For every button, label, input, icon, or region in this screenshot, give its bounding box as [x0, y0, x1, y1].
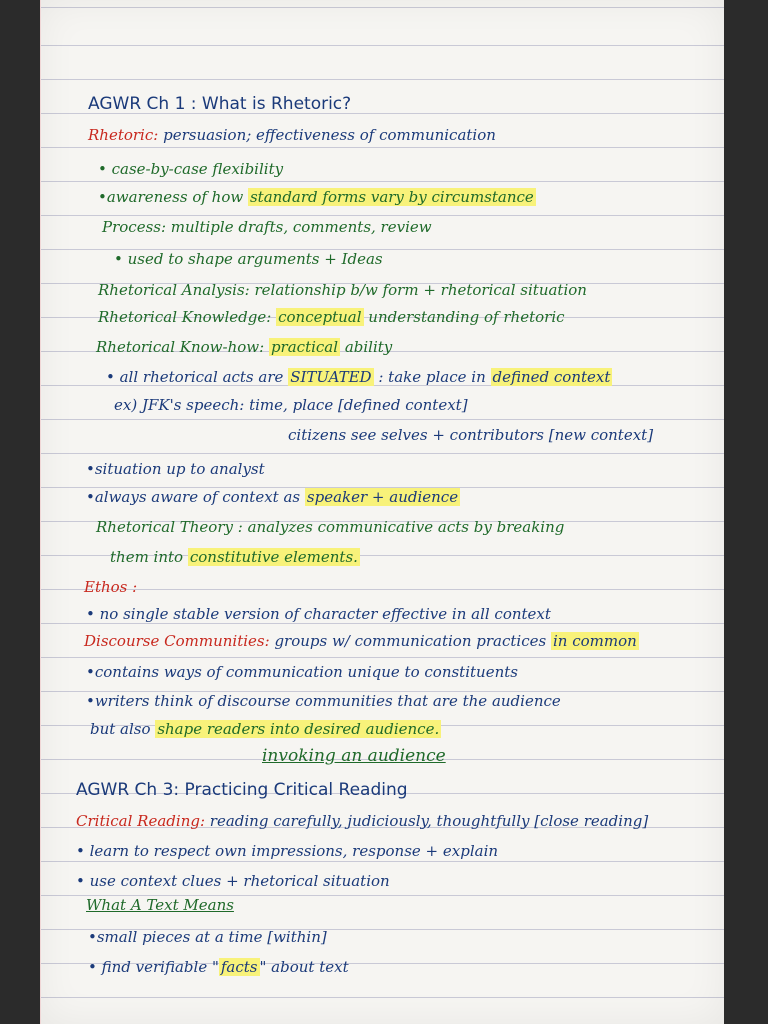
subheading-what-a-text-means: What A Text Means	[86, 896, 234, 914]
notebook-page	[40, 0, 724, 1024]
note-line-4-text: •awareness of how	[98, 188, 244, 206]
note-rhetorical-analysis: Rhetorical Analysis: relationship b/w form + rhetorical situation	[98, 281, 587, 299]
note-verifiable-b: " about text	[259, 958, 349, 976]
def-critical-reading: reading carefully, judiciously, thoughtfully [close reading]	[209, 812, 649, 830]
note-jfk-example: ex) JFK's speech: time, place [defined context]	[114, 396, 468, 414]
note-shape-readers	[90, 720, 441, 738]
note-rhetorical-theory: Rhetorical Theory : analyzes communicative acts by breaking	[96, 518, 565, 536]
note-always-aware	[86, 488, 460, 506]
highlight-facts: facts	[220, 958, 258, 976]
term-critical-reading: Critical Reading:	[76, 812, 206, 830]
note-verifiable-facts	[88, 958, 349, 976]
highlight-situated: SITUATED	[290, 368, 372, 386]
highlight-defined-context: defined context	[492, 368, 611, 386]
note-situated-b: : take place in	[378, 368, 486, 386]
term-ethos: Ethos :	[84, 578, 138, 596]
note-critical-reading	[76, 812, 648, 830]
note-situated	[106, 368, 612, 386]
note-rhetorical-knowledge	[98, 308, 565, 326]
highlight-shape-readers: shape readers into desired audience.	[157, 720, 440, 738]
highlight-practical: practical	[270, 338, 339, 356]
chapter-3-heading: AGWR Ch 3: Practicing Critical Reading	[76, 780, 408, 800]
note-contains-ways: •contains ways of communication unique to constituents	[86, 663, 518, 681]
note-process: Process: multiple drafts, comments, review	[102, 218, 432, 236]
note-invoking-audience: invoking an audience	[262, 746, 446, 766]
note-constitutive-text: them into	[110, 548, 184, 566]
highlight-in-common: in common	[552, 632, 637, 650]
highlight-speaker-audience: speaker + audience	[306, 488, 459, 506]
note-rhetorical-knowhow	[96, 338, 392, 356]
term-rhetoric: Rhetoric:	[88, 126, 159, 144]
def-rhetorical-knowhow: ability	[344, 338, 393, 356]
chapter-1-heading	[88, 94, 351, 114]
note-line-4	[98, 188, 536, 206]
note-constitutive	[110, 548, 360, 566]
def-rhetoric: persuasion; effectiveness of communication	[163, 126, 496, 144]
note-line-6: • used to shape arguments + Ideas	[114, 250, 383, 268]
highlight-conceptual: conceptual	[278, 308, 362, 326]
note-verifiable-a: • find verifiable "	[88, 958, 219, 976]
term-rhetorical-knowledge: Rhetorical Knowledge:	[98, 308, 272, 326]
highlight-standard-forms: standard forms vary by circumstance	[249, 188, 534, 206]
note-line-3: • case-by-case flexibility	[98, 160, 284, 178]
highlight-constitutive-elements: constitutive elements.	[189, 548, 358, 566]
term-discourse-communities: Discourse Communities:	[84, 632, 270, 650]
margin-line	[40, 0, 41, 1024]
def-discourse-communities: groups w/ communication practices	[274, 632, 547, 650]
note-shape-readers-text: but also	[90, 720, 151, 738]
def-rhetorical-knowledge: understanding of rhetoric	[368, 308, 565, 326]
note-always-aware-text: •always aware of context as	[86, 488, 301, 506]
note-discourse-communities	[84, 632, 639, 650]
note-context-clues: • use context clues + rhetorical situation	[76, 872, 390, 890]
term-rhetorical-knowhow: Rhetorical Know-how:	[96, 338, 265, 356]
note-situation-analyst: •situation up to analyst	[86, 460, 265, 478]
chapter-1-heading-text: AGWR Ch 1 : What is Rhetoric?	[88, 94, 352, 114]
note-new-context: citizens see selves + contributors [new context]	[288, 426, 654, 444]
note-learn-respect: • learn to respect own impressions, response + explain	[76, 842, 499, 860]
note-small-pieces: •small pieces at a time [within]	[88, 928, 327, 946]
note-writers-think: •writers think of discourse communities that are the audience	[86, 692, 561, 710]
note-situated-a: • all rhetorical acts are	[106, 368, 284, 386]
rhetoric-definition	[88, 126, 496, 144]
note-ethos-def: • no single stable version of character effective in all context	[86, 605, 551, 623]
